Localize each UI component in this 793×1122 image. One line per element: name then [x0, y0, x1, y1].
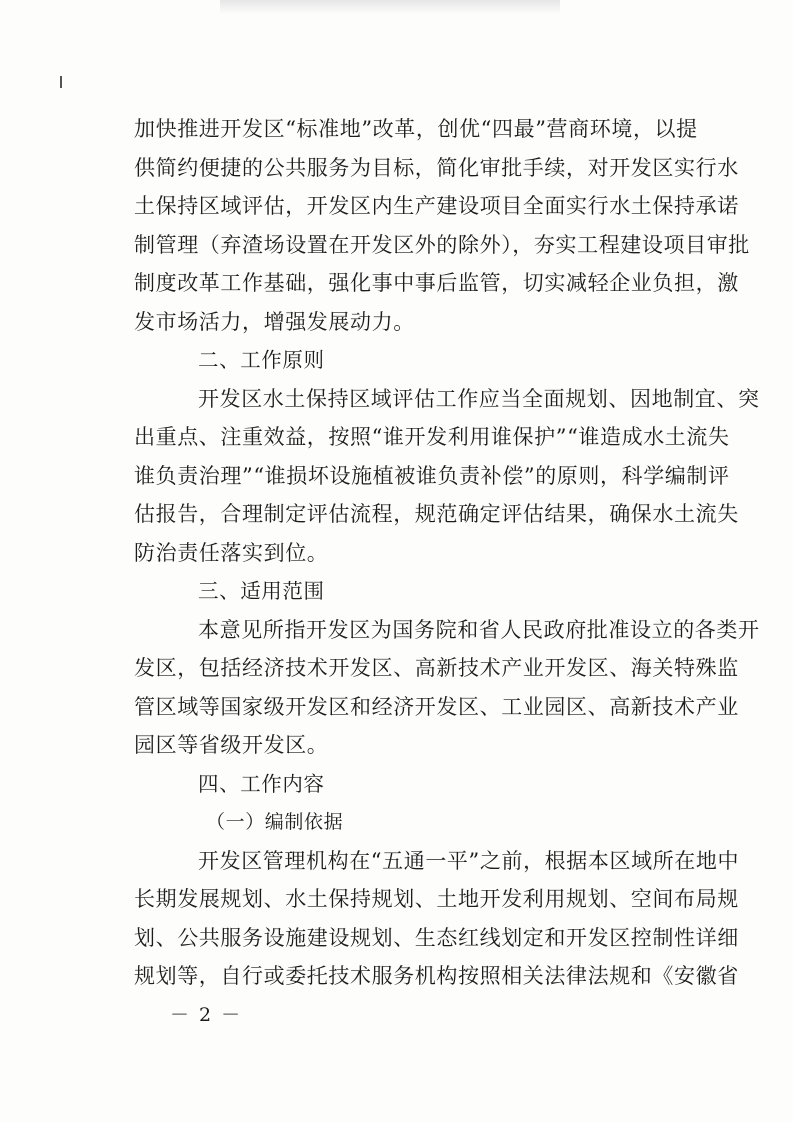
paragraph-line: 制度改革工作基础，强化事中事后监管，切实减轻企业负担，激: [134, 271, 739, 295]
paragraph-line: 发区，包括经济技术开发区、高新技术产业开发区、海关特殊监: [134, 656, 739, 680]
paragraph-line: 园区等省级开发区。: [134, 733, 329, 757]
paragraph-line: 制管理（弃渣场设置在开发区外的除外），夯实工程建设项目审批: [134, 232, 750, 257]
paragraph-line: 规划等，自行或委托技术服务机构按照相关法律法规和《安徽省: [134, 964, 739, 988]
section-heading-content: 四、工作内容: [198, 771, 325, 796]
paragraph-line: 发市场活力，增强发展动力。: [134, 309, 415, 334]
paragraph-line: 开发区管理机构在“五通一平”之前，根据本区域所在地中: [198, 848, 740, 873]
document-body: [134, 110, 760, 996]
subsection-heading-basis: （一）编制依据: [206, 811, 344, 833]
scan-shadow: [220, 0, 560, 14]
paragraph-line: 本意见所指开发区为国务院和省人民政府批准设立的各类开: [198, 617, 760, 642]
section-heading-principles: 二、工作原则: [198, 348, 325, 372]
paragraph-line: 谁负责治理”“谁损坏设施植被谁负责补偿”的原则，科学编制评: [134, 463, 730, 488]
scan-mark: [60, 76, 62, 88]
paragraph-line: 长期发展规划、水土保持规划、土地开发利用规划、空间布局规: [134, 887, 739, 911]
paragraph-line: 估报告，合理制定评估流程，规范确定评估结果，确保水土流失: [134, 502, 739, 526]
paragraph-line: 划、公共服务设施建设规划、生态红线划定和开发区控制性详细: [134, 925, 739, 950]
page-number: － 2 －: [170, 1004, 243, 1026]
paragraph-line: 供简约便捷的公共服务为目标，简化审批手续，对开发区实行水: [134, 155, 739, 180]
paragraph-line: 管区域等国家级开发区和经济开发区、工业园区、高新技术产业: [134, 694, 739, 719]
paragraph-line: 防治责任落实到位。: [134, 540, 329, 565]
paragraph-line: 土保持区域评估，开发区内生产建设项目全面实行水土保持承诺: [134, 194, 739, 218]
section-heading-scope: 三、适用范围: [198, 579, 325, 603]
paragraph-line: 出重点、注重效益，按照“谁开发利用谁保护”“谁造成水土流失: [134, 425, 730, 449]
paragraph-line: 开发区水土保持区域评估工作应当全面规划、因地制宜、突: [198, 386, 760, 411]
paragraph-line: 加快推进开发区“标准地”改革，创优“四最”营商环境，以提: [134, 117, 698, 141]
